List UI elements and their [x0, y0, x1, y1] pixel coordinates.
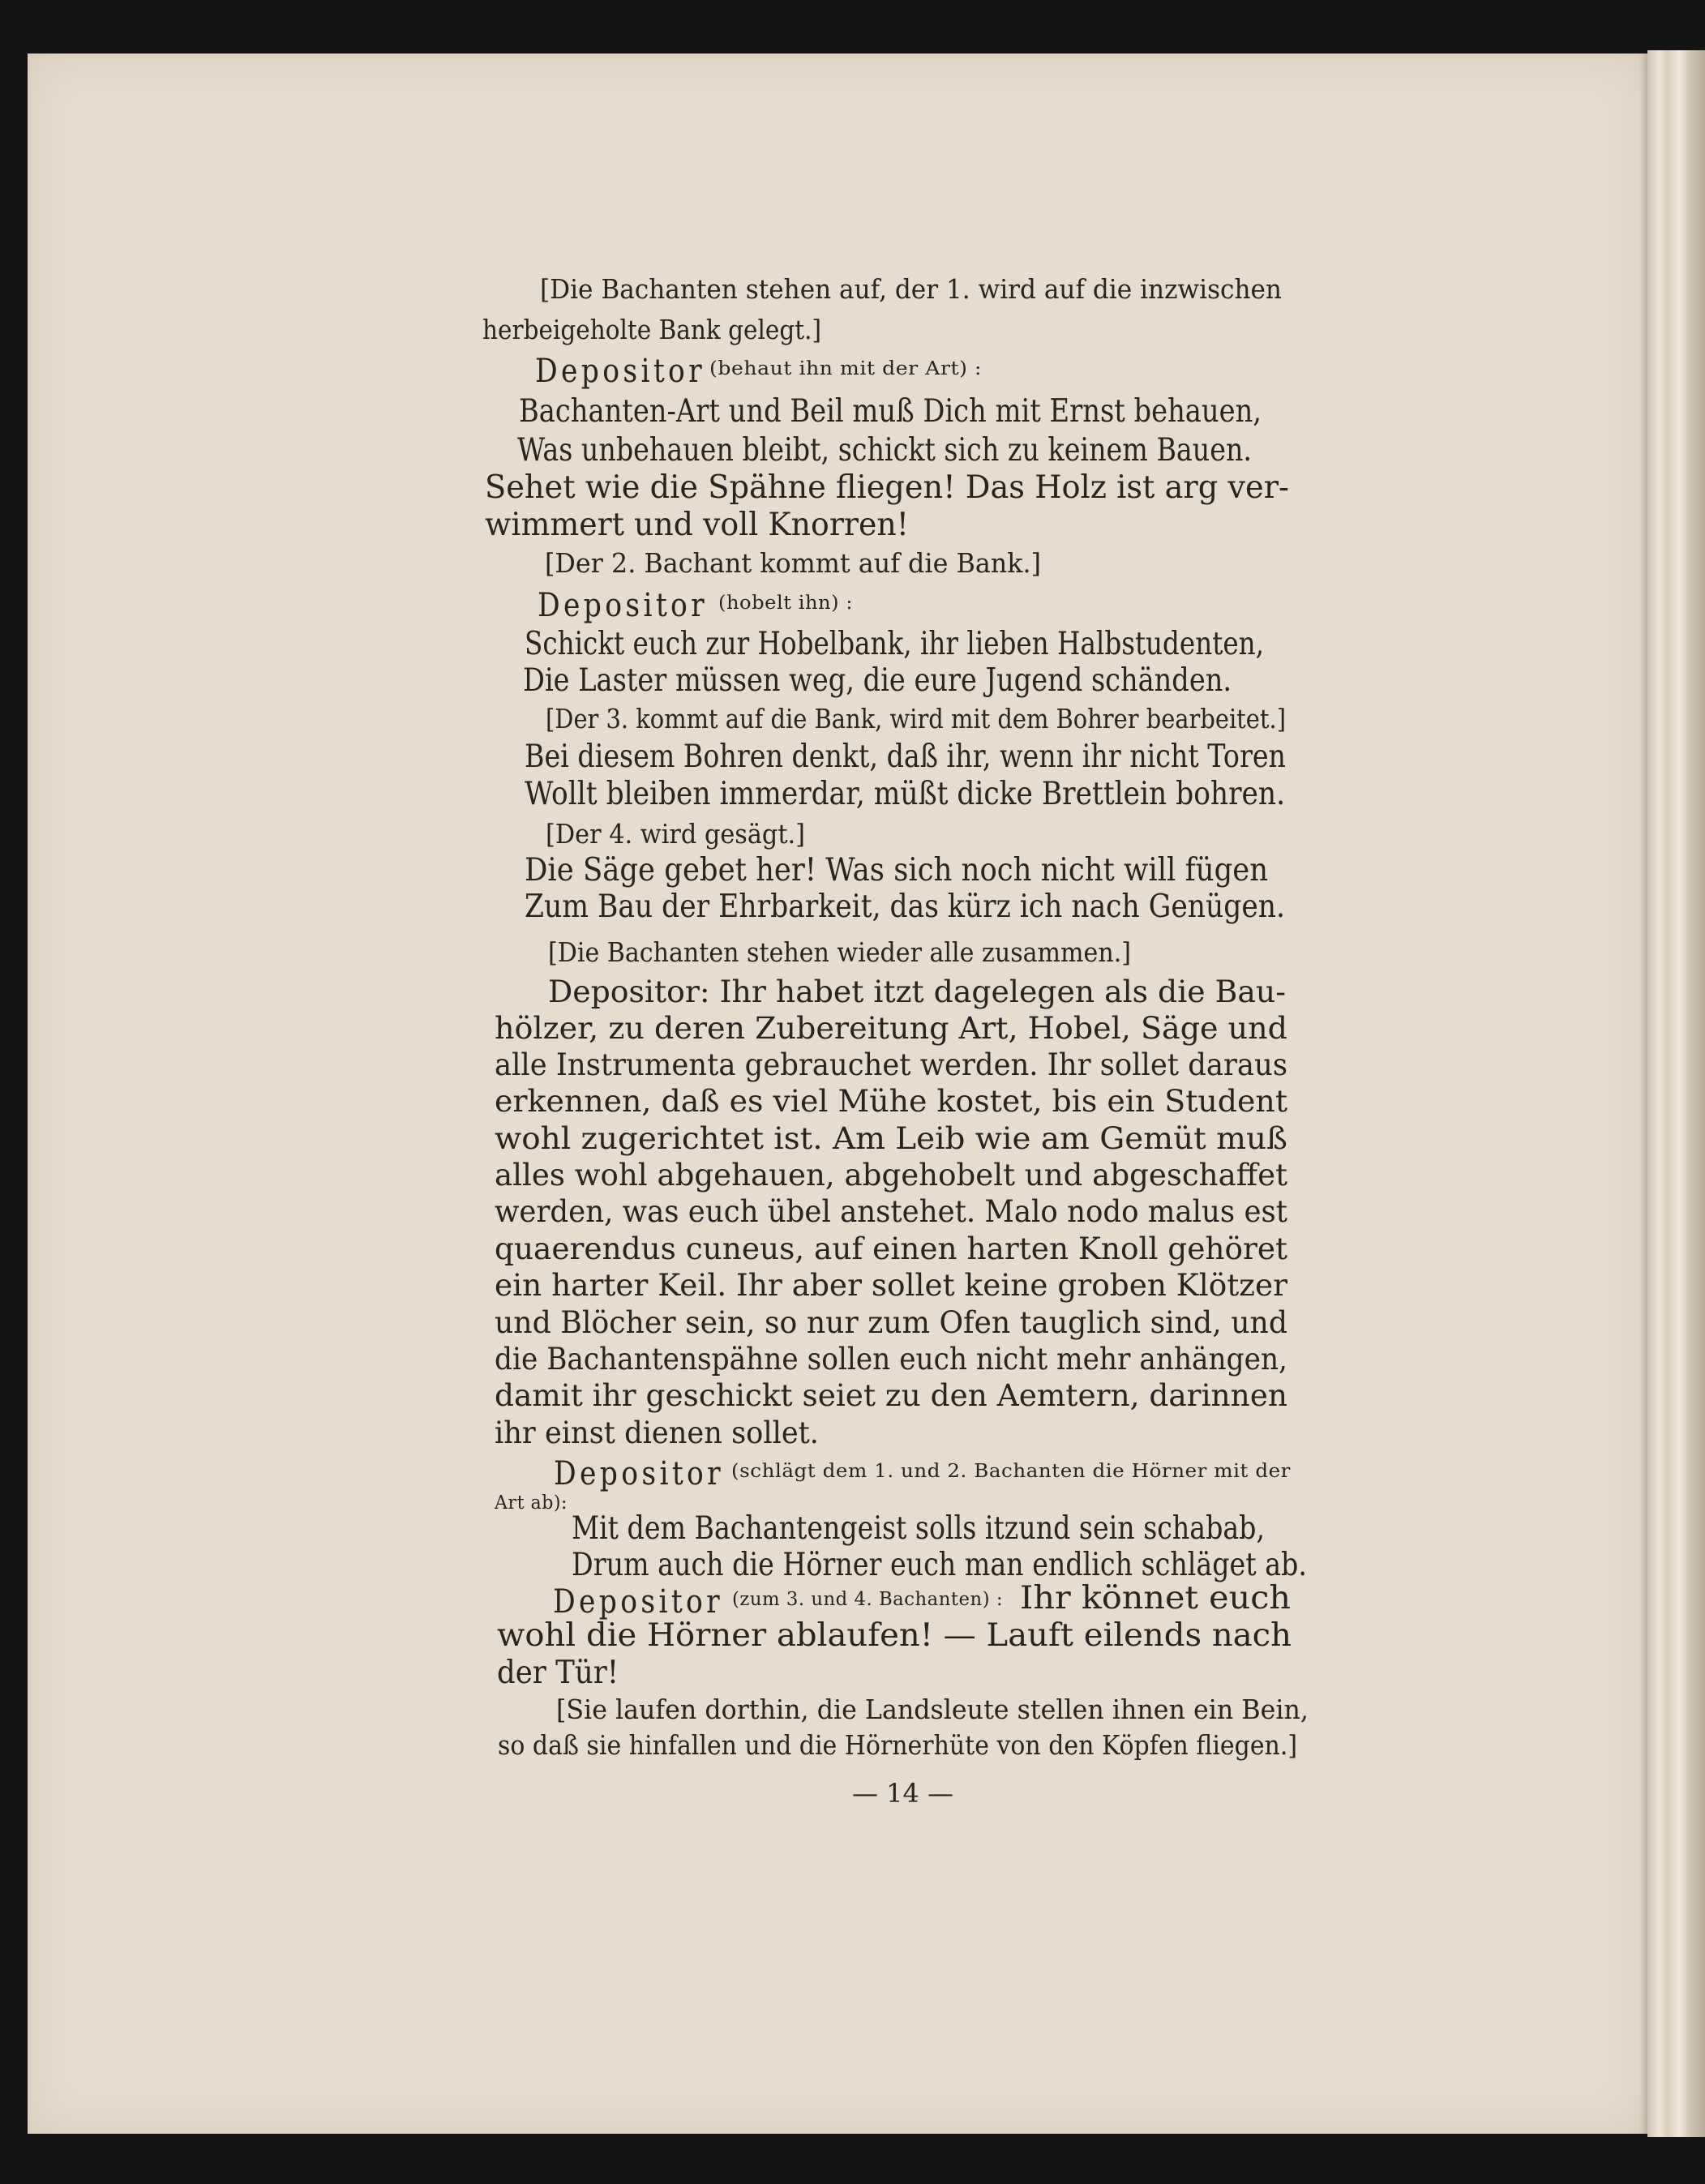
stage-note: (hobelt ihn) : — [718, 593, 854, 614]
prose-line: werden, was euch übel anstehet. Malo nodo malus est — [495, 1194, 1287, 1229]
stage-direction-line: so daß sie hinfallen und die Hörnerhüte von den Köpfen fliegen.] — [498, 1729, 1298, 1761]
stacked-page-edges — [1647, 50, 1705, 2137]
stage-note: (behaut ihn mit der Art) : — [709, 358, 983, 379]
verse-line: Sehet wie die Spähne fliegen! Das Holz ist arg ver- — [485, 469, 1289, 506]
prose-line: damit ihr geschickt seiet zu den Aemtern, darinnen — [495, 1378, 1288, 1413]
speaker-name: Depositor — [538, 587, 709, 624]
prose-line: quaerendus cuneus, auf einen harten Knoll gehöret — [495, 1231, 1288, 1266]
verse-line: wimmert und voll Knorren! — [485, 507, 910, 543]
stage-direction-line: [Der 2. Bachant kommt auf die Bank.] — [545, 547, 1042, 579]
prose-line: alles wohl abgehauen, abgehobelt und abgeschaffet — [495, 1158, 1288, 1193]
prose-line: erkennen, daß es viel Mühe kostet, bis ein Student — [495, 1084, 1288, 1119]
prose-line: ihr einst dienen sollet. — [495, 1415, 820, 1450]
speaker-name: Depositor — [535, 353, 706, 390]
page-number: — 14 — — [852, 1778, 954, 1809]
stage-direction-line: herbeigeholte Bank gelegt.] — [482, 314, 822, 345]
prose-line: wohl zugerichtet ist. Am Leib wie am Gemüt muß — [495, 1121, 1287, 1156]
verse-line: Wollt bleiben immerdar, müßt dicke Brettlein bohren. — [525, 776, 1286, 812]
verse-line: Mit dem Bachantengeist solls itzund sein schabab, — [572, 1510, 1266, 1547]
stage-note: (schlägt dem 1. und 2. Bachanten die Hörner mit der — [731, 1461, 1291, 1482]
prose-line: und Blöcher sein, so nur zum Ofen tauglich sind, und — [495, 1305, 1288, 1340]
prose-line: hölzer, zu deren Zubereitung Art, Hobel, Säge und — [495, 1011, 1288, 1046]
speaker-name: Depositor — [553, 1583, 724, 1621]
stage-direction-line: [Die Bachanten stehen auf, der 1. wird auf die inzwischen — [540, 273, 1282, 305]
stage-direction-line: [Der 3. kommt auf die Bank, wird mit dem Bohrer bearbeitet.] — [546, 703, 1286, 734]
stage-direction-line: [Der 4. wird gesägt.] — [546, 818, 805, 850]
prose-line: ein harter Keil. Ihr aber sollet keine groben Klötzer — [495, 1268, 1287, 1303]
stage-note: Art ab): — [495, 1492, 568, 1514]
prose-line: Depositor: Ihr habet itzt dagelegen als die Bau- — [548, 974, 1286, 1009]
stage-note: (zum 3. und 4. Bachanten) : — [732, 1589, 1003, 1610]
verse-line: Die Säge gebet her! Was sich noch nicht will fügen — [525, 852, 1269, 889]
stage-direction-line: [Sie laufen dorthin, die Landsleute stellen ihnen ein Bein, — [556, 1694, 1309, 1725]
speaker-name: Depositor — [554, 1455, 725, 1492]
verse-line: Drum auch die Hörner euch man endlich schläget ab. — [572, 1547, 1307, 1583]
stage-direction-line: [Die Bachanten stehen wieder alle zusammen.] — [548, 936, 1131, 968]
prose-line: die Bachantenspähne sollen euch nicht mehr anhängen, — [495, 1342, 1287, 1377]
verse-line: Bei diesem Bohren denkt, daß ihr, wenn ihr nicht Toren — [525, 739, 1286, 775]
verse-line: Die Laster müssen weg, die eure Jugend schänden. — [523, 662, 1232, 699]
verse-line: Ihr könnet euch — [1020, 1580, 1292, 1617]
prose-line: alle Instrumenta gebrauchet werden. Ihr sollet daraus — [495, 1047, 1287, 1082]
verse-line: Was unbehauen bleibt, schickt sich zu keinem Bauen. — [517, 432, 1253, 469]
verse-line: Zum Bau der Ehrbarkeit, das kürz ich nach Genügen. — [525, 889, 1285, 925]
verse-line: der Tür! — [497, 1655, 619, 1691]
verse-line: wohl die Hörner ablaufen! — Lauft eilends nach — [497, 1617, 1292, 1654]
verse-line: Bachanten-Art und Beil muß Dich mit Ernst behauen, — [519, 393, 1262, 430]
verse-line: Schickt euch zur Hobelbank, ihr lieben Halbstudenten, — [525, 626, 1264, 662]
